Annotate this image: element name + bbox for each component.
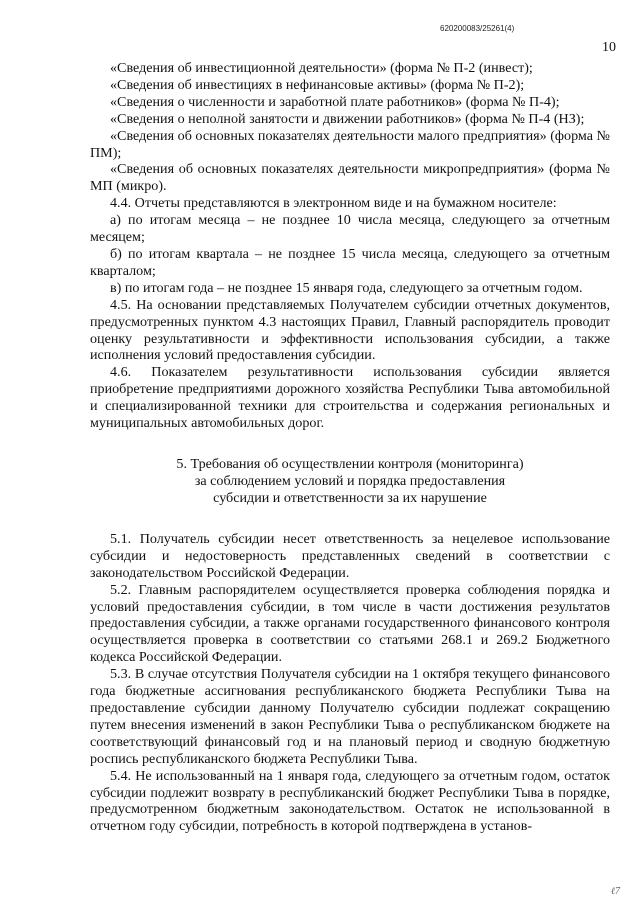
section-heading-line: субсидии и ответственности за их нарушение	[213, 489, 487, 506]
paragraph: 5.2. Главным распорядителем осуществляется проверка соблюдения порядка и условий предоставления субсидии, в том числе в части достижения результатов предоставления субсидии, а также органами государственного финансового контроля осуществляется проверка в соответствии со статьями 268.1 и 269.2 Бюджетного кодекса Российской Федерации.	[90, 581, 610, 666]
page-number: 10	[602, 40, 616, 55]
document-code: 620200083/25261(4)	[440, 24, 515, 33]
paragraph: 4.5. На основании представляемых Получателем субсидии отчетных документов, предусмотренных пунктом 4.3 настоящих Правил, Главный распорядитель проводит оценку результативности и эффективности использования субсидии, а также исполнения условий предоставления субсидии.	[90, 296, 610, 364]
handwritten-mark: ℓ7	[610, 886, 620, 897]
paragraph: «Сведения об основных показателях деятельности микропредприятия» (форма № МП (микро).	[90, 161, 610, 195]
paragraph: «Сведения об основных показателях деятельности малого предприятия» (форма № ПМ);	[90, 127, 610, 161]
document-body	[90, 60, 610, 835]
paragraph: а) по итогам месяца – не позднее 10 числа месяца, следующего за отчетным месяцем;	[90, 212, 610, 246]
paragraph: 4.6. Показателем результативности использования субсидии является приобретение предприятиями дорожного хозяйства Республики Тыва автомобильной и специализированной техники для строительства и содержания региональных и муниципальных автомобильных дорог.	[90, 364, 610, 432]
section-heading-line: 5. Требования об осуществлении контроля (мониторинга)	[176, 455, 524, 472]
paragraph: «Сведения о численности и заработной плате работников» (форма № П-4);	[110, 93, 560, 110]
paragraph: «Сведения о неполной занятости и движении работников» (форма № П-4 (НЗ);	[110, 110, 585, 127]
section-heading-line: за соблюдением условий и порядка предоставления	[194, 472, 506, 489]
paragraph: в) по итогам года – не позднее 15 января года, следующего за отчетным годом.	[110, 279, 583, 296]
paragraph: 4.4. Отчеты представляются в электронном виде и на бумажном носителе:	[110, 195, 557, 212]
paragraph: 5.1. Получатель субсидии несет ответственность за нецелевое использование субсидии и недостоверность представленных сведений в соответствии с законодательством Российской Федерации.	[90, 530, 610, 581]
paragraph: 5.4. Не использованный на 1 января года, следующего за отчетным годом, остаток субсидии подлежит возврату в республиканский бюджет Республики Тыва в порядке, предусмотренном бюджетным законодательством. Остаток не использованной в отчетном году субсидии, потребность в которой подтверждена в установ-	[90, 767, 610, 835]
paragraph: «Сведения об инвестициях в нефинансовые активы» (форма № П-2);	[110, 76, 525, 93]
paragraph: б) по итогам квартала – не позднее 15 числа месяца, следующего за отчетным кварталом;	[90, 245, 610, 279]
section-heading	[90, 456, 610, 507]
paragraph: «Сведения об инвестиционной деятельности» (форма № П-2 (инвест);	[110, 60, 533, 76]
paragraph: 5.3. В случае отсутствия Получателя субсидии на 1 октября текущего финансового года бюджетные ассигнования республиканского бюджета Республики Тыва на предоставление субсидии данному Получателю субсидии подлежат сокращению путем внесения изменений в закон Республики Тыва о республиканском бюджете на соответствующий финансовый год и на плановый период и сводную бюджетную роспись республиканского бюджета Республики Тыва.	[90, 666, 610, 767]
